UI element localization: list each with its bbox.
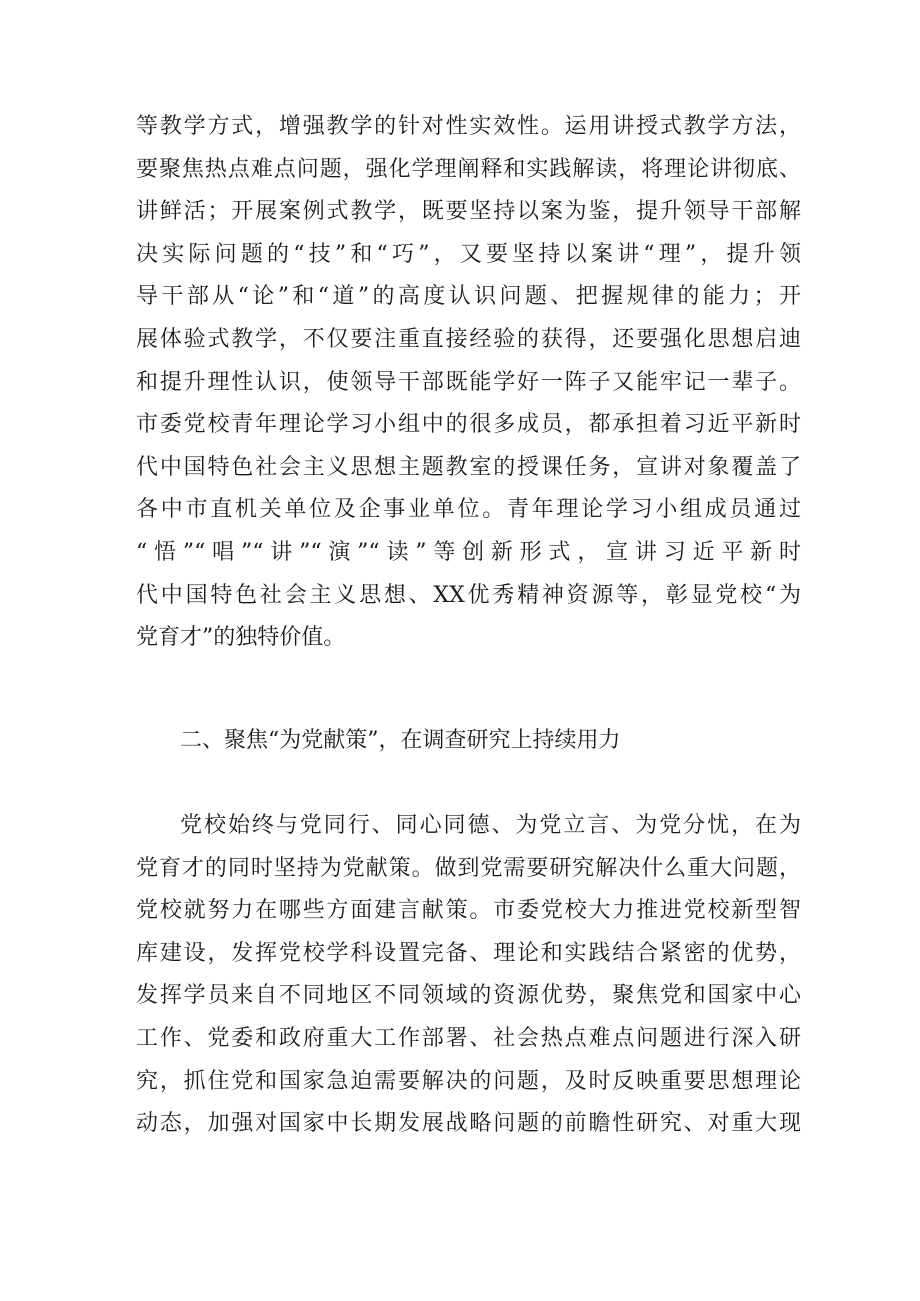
text-line: 展体验式教学，不仅要注重直接经验的获得，还要强化思想启迪 xyxy=(136,326,801,352)
text-line: 导干部从“论”和“道”的高度认识问题、把握规律的能力；开 xyxy=(136,284,801,310)
text-line: 工作、党委和政府重大工作部署、社会热点难点问题进行深入研 xyxy=(136,1025,801,1051)
text-line: “悟”“唱”“讲”“演”“读”等创新形式，宣讲习近平新时 xyxy=(136,539,801,565)
paragraph-policy-advice xyxy=(136,805,801,1146)
text-line: 党育才”的独特价值。 xyxy=(136,625,346,651)
paragraph-teaching-methods xyxy=(136,106,801,660)
section-heading-text: 二、聚焦“为党献策”，在调查研究上持续用力 xyxy=(180,728,621,753)
text-line: 各中市直机关单位及企事业单位。青年理论学习小组成员通过 xyxy=(136,497,801,523)
text-line: 和提升理性认识，使领导干部既能学好一阵子又能牢记一辈子。 xyxy=(136,369,801,395)
section-heading xyxy=(136,720,801,763)
text-line: 动态，加强对国家中长期发展战略问题的前瞻性研究、对重大现 xyxy=(136,1111,801,1137)
text-line: 决实际问题的“技”和“巧”，又要坚持以案讲“理”，提升领 xyxy=(136,241,801,267)
text-line: 库建设，发挥党校学科设置完备、理论和实践结合紧密的优势， xyxy=(136,940,801,966)
text-line: 究，抓住党和国家急迫需要解决的问题，及时反映重要思想理论 xyxy=(136,1068,801,1094)
text-line: 党校就努力在哪些方面建言献策。市委党校大力推进党校新型智 xyxy=(136,898,801,924)
text-line: 代中国特色社会主义思想、XX优秀精神资源等，彰显党校“为 xyxy=(136,582,801,608)
text-line: 代中国特色社会主义思想主题教室的授课任务，宣讲对象覆盖了 xyxy=(136,454,801,480)
text-line: 党校始终与党同行、同心同德、为党立言、为党分忧，在为 xyxy=(180,813,801,838)
text-line: 要聚焦热点难点问题，强化学理阐释和实践解读，将理论讲彻底、 xyxy=(136,156,801,182)
text-line: 市委党校青年理论学习小组中的很多成员，都承担着习近平新时 xyxy=(136,412,801,438)
text-line: 发挥学员来自不同地区不同领域的资源优势，聚焦党和国家中心 xyxy=(136,983,801,1009)
text-line: 等教学方式，增强教学的针对性实效性。运用讲授式教学方法， xyxy=(136,114,801,139)
text-line: 讲鲜活；开展案例式教学，既要坚持以案为鉴，提升领导干部解 xyxy=(136,199,801,225)
text-line: 党育才的同时坚持为党献策。做到党需要研究解决什么重大问题， xyxy=(136,855,801,881)
